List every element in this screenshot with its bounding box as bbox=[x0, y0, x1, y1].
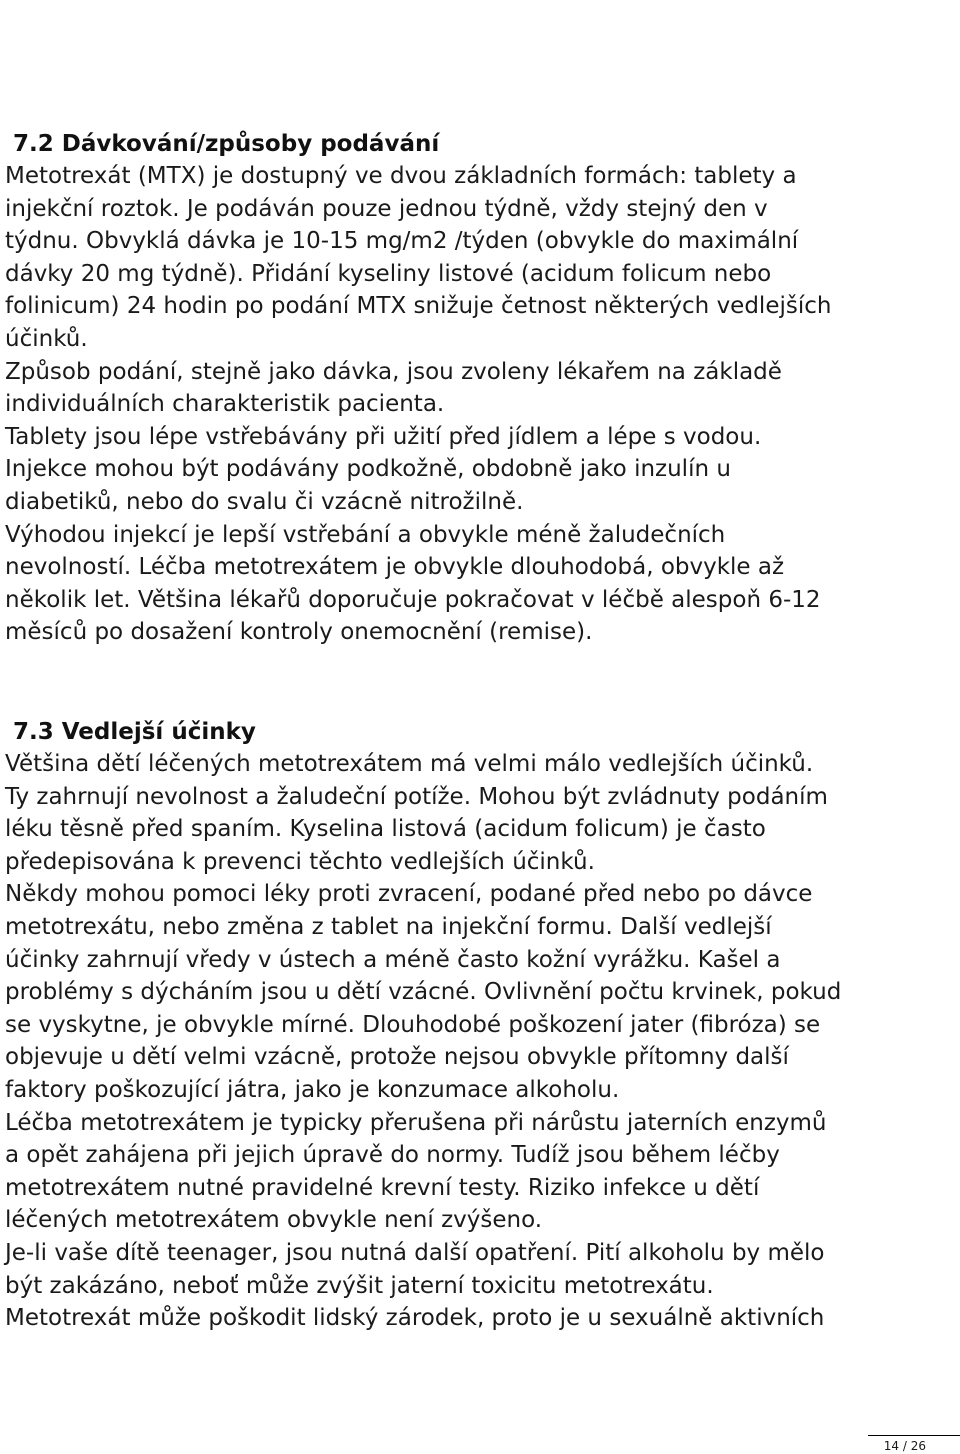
paragraph: Léčba metotrexátem je typicky přerušena při nárůstu jaterních enzymů a opět zahájena při jejich úpravě do normy. Tudíž jsou během léčby metotrexátem nutné pravidelné krevní testy. Riziko infekce u dětí léčených metotrexátem obvykle není zvýšeno. bbox=[5, 1109, 827, 1234]
section-title: Vedlejší účinky bbox=[61, 719, 256, 745]
paragraph: Způsob podání, stejně jako dávka, jsou zvoleny lékařem na základě individuálních charakteristik pacienta. bbox=[5, 358, 782, 418]
paragraph: Většina dětí léčených metotrexátem má velmi málo vedlejších účinků. Ty zahrnují nevolnost a žaludeční potíže. Mohou být zvládnuty podáním léku těsně před spaním. Kyselina listová (acidum folicum) je často předepisována k prevenci těchto vedlejších účinků. bbox=[5, 751, 828, 875]
paragraph: Injekce mohou být podávány podkožně, obdobně jako inzulín u diabetiků, nebo do svalu či vzácně nitrožilně. bbox=[5, 456, 731, 515]
section-number: 7.2 bbox=[13, 131, 54, 157]
section-side-effects bbox=[5, 716, 955, 1335]
paragraph: Někdy mohou pomoci léky proti zvracení, podané před nebo po dávce metotrexátu, nebo změna z tablet na injekční formu. Další vedlejší účinky zahrnují vředy v ústech a méně často kožní vyrážku. Kašel a problémy s dýcháním jsou u dětí vzácné. Ovlivnění počtu krvinek, pokud se vyskytne, je obvykle mírné. Dlouhodobé poškození jater (fibróza) se objevuje u dětí velmi vzácně, protože nejsou obvykle přítomny další faktory poškozující játra, jako je konzumace alkoholu. bbox=[5, 881, 842, 1103]
paragraph: Tablety jsou lépe vstřebávány při užití před jídlem a lépe s vodou. bbox=[5, 423, 762, 450]
paragraph: Metotrexát (MTX) je dostupný ve dvou základních formách: tablety a injekční roztok. Je podáván pouze jednou týdně, vždy stejný den v týdnu. Obvyklá dávka je 10-15 mg/m2 /týden (obvykle do maximální dávky 20 mg týdně). Přidání kyseliny listové (acidum folicum nebo folinicum) 24 hodin po podání MTX snižuje četnost některých vedlejších účinků. bbox=[5, 163, 832, 352]
section-number: 7.3 bbox=[13, 719, 54, 745]
section-title: Dávkování/způsoby podávání bbox=[61, 131, 440, 157]
section-heading bbox=[5, 128, 955, 160]
paragraph: Je-li vaše dítě teenager, jsou nutná další opatření. Pití alkoholu by mělo být zakázáno, neboť může zvýšit jaterní toxicitu metotrexátu. bbox=[5, 1239, 825, 1299]
paragraph: Výhodou injekcí je lepší vstřebání a obvykle méně žaludečních nevolností. Léčba metotrexátem je obvykle dlouhodobá, obvykle až několik let. Většina lékařů doporučuje pokračovat v léčbě alespoň 6-12 měsíců po dosažení kontroly onemocnění (remise). bbox=[5, 521, 821, 646]
footer-divider bbox=[868, 1435, 960, 1436]
section-dosing bbox=[5, 128, 955, 649]
page-number: 14 / 26 bbox=[883, 1439, 926, 1453]
section-heading bbox=[5, 716, 955, 748]
paragraph: Metotrexát může poškodit lidský zárodek, proto je u sexuálně aktivních bbox=[5, 1305, 825, 1332]
